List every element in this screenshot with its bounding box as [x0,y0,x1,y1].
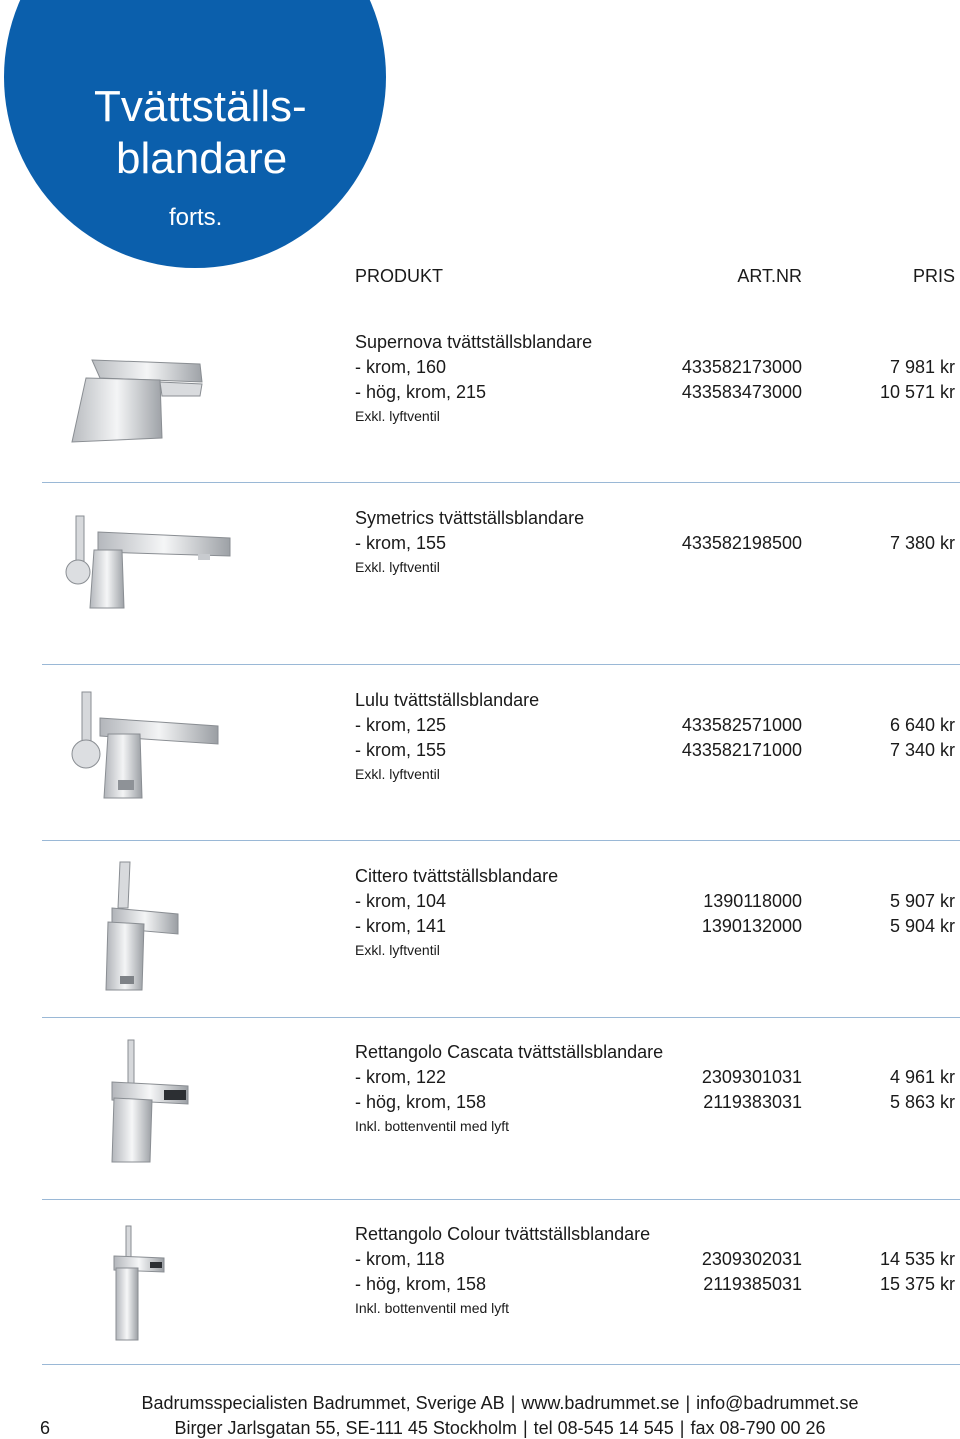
variant-price: 7 380 kr [889,533,955,553]
variant-price: 7 981 kr [889,357,955,377]
variant-label: - krom, 141 [355,916,447,936]
divider [42,482,960,483]
product-rettangolo-cascata [0,1040,960,1190]
variant-label: - krom, 160 [355,357,447,377]
product-note: Inkl. bottenventil med lyft [355,1118,510,1134]
footer-email-link[interactable]: info@badrummet.se [696,1393,859,1413]
title-badge [4,0,386,268]
product-note: Inkl. bottenventil med lyft [355,1300,510,1316]
column-header-product: PRODUKT [355,266,444,286]
footer-address: Birger Jarlsgatan 55, SE-111 45 Stockholm [174,1418,517,1438]
product-name: Rettangolo Colour tvättställsblandare [355,1224,651,1244]
variant-label: - krom, 155 [355,740,447,760]
variant-label: - hög, krom, 158 [355,1092,487,1112]
product-note: Exkl. lyftventil [355,766,440,782]
variant-price: 6 640 kr [889,715,955,735]
product-rettangolo-colour [0,1222,960,1372]
faucet-image [104,1222,174,1344]
faucet-image [58,510,233,610]
product-supernova [0,330,960,480]
footer-fax: fax 08-790 00 26 [690,1418,826,1438]
divider [42,840,960,841]
product-name: Rettangolo Cascata tvättställsblandare [355,1042,664,1062]
variant-label: - krom, 155 [355,533,447,553]
product-name: Cittero tvättställsblandare [355,866,559,886]
divider [42,664,960,665]
variant-price: 5 907 kr [889,891,955,911]
faucet-image [56,688,226,803]
variant-price: 14 535 kr [879,1249,955,1269]
product-name: Symetrics tvättställsblandare [355,508,585,528]
variant-artnr: 433582171000 [681,740,802,760]
faucet-image [104,1038,194,1168]
footer-website-link[interactable]: www.badrummet.se [521,1393,680,1413]
footer-company: Badrumsspecialisten Badrummet, Sverige AB [141,1393,505,1413]
product-note: Exkl. lyftventil [355,559,440,575]
variant-label: - krom, 125 [355,715,447,735]
variant-artnr: 433582571000 [681,715,802,735]
badge-title-line1: Tvättställs- [94,82,307,131]
divider [42,1364,960,1365]
footer-contact-line: Badrumsspecialisten Badrummet, Sverige AB | www.badrummet.se | info@badrummet.se [141,1393,859,1413]
variant-artnr: 433582173000 [681,357,802,377]
faucet-image [60,338,210,446]
product-cittero [0,864,960,1014]
variant-price: 5 863 kr [889,1092,955,1112]
faucet-image [98,858,188,998]
variant-artnr: 1390132000 [701,916,802,936]
variant-price: 4 961 kr [889,1067,955,1087]
product-note: Exkl. lyftventil [355,942,440,958]
variant-price: 5 904 kr [889,916,955,936]
variant-label: - krom, 104 [355,891,447,911]
variant-price: 15 375 kr [879,1274,955,1294]
page-number: 6 [40,1418,51,1438]
column-header-artnr: ART.NR [737,266,802,286]
variant-label: - hög, krom, 215 [355,382,487,402]
footer-address-line: Birger Jarlsgatan 55, SE-111 45 Stockholm | tel 08-545 14 545 | fax 08-790 00 26 [174,1418,826,1438]
product-name: Lulu tvättställsblandare [355,690,540,710]
variant-price: 7 340 kr [889,740,955,760]
variant-label: - hög, krom, 158 [355,1274,487,1294]
variant-artnr: 2309301031 [701,1067,802,1087]
variant-artnr: 2309302031 [701,1249,802,1269]
footer-phone: tel 08-545 14 545 [533,1418,674,1438]
divider [42,1017,960,1018]
variant-artnr: 433582198500 [681,533,802,553]
product-note: Exkl. lyftventil [355,408,440,424]
variant-artnr: 2119383031 [703,1092,802,1112]
divider [42,1199,960,1200]
badge-subtitle: forts. [169,204,223,231]
product-symetrics [0,506,960,656]
variant-artnr: 1390118000 [703,891,802,911]
variant-artnr: 433583473000 [681,382,802,402]
badge-title-line2: blandare [116,134,288,183]
variant-price: 10 571 kr [879,382,955,402]
variant-label: - krom, 122 [355,1067,447,1087]
variant-label: - krom, 118 [355,1249,445,1269]
column-header-price: PRIS [912,266,955,286]
variant-artnr: 2119385031 [703,1274,802,1294]
product-name: Supernova tvättställsblandare [355,332,593,352]
product-lulu [0,688,960,838]
